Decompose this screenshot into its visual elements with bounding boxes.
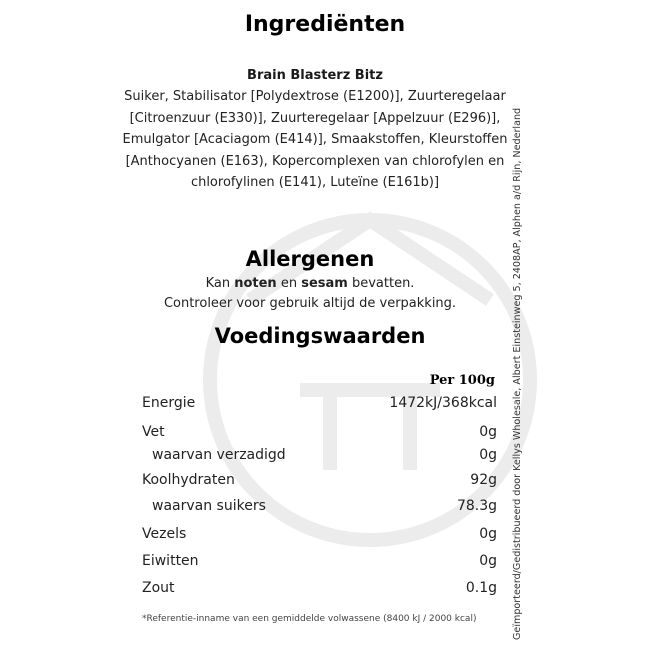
nutrition-label: waarvan suikers <box>152 498 266 514</box>
nutrition-label: Eiwitten <box>142 553 199 569</box>
nutrition-row-vezels <box>142 526 497 546</box>
nutrition-label: Vet <box>142 424 165 440</box>
nutrition-label: waarvan verzadigd <box>152 447 286 463</box>
ingredients-title: Ingrediënten <box>244 12 406 37</box>
nutrition-row-energie <box>142 395 497 415</box>
importer-address: Geïmporteerd/Gedistribueerd door Kellys Wholesale, Albert Einsteinweg 5, 2408AP, Alphen a/d Rijn, Nederland <box>512 107 523 640</box>
nutrition-row-verzadigd <box>142 447 497 467</box>
nutrition-row-eiwitten <box>142 553 497 573</box>
allergen-check-note: Controleer voor gebruik altijd de verpakking. <box>163 296 457 311</box>
allergen-prefix: Kan <box>205 276 235 291</box>
ingredients-text: Suiker, Stabilisator [Polydextrose (E1200)], Zuurteregelaar [Citroenzuur (E330)], Zuurteregelaar [Appelzuur (E296)], Emulgator [Acaciagom (E414)], Smaakstoffen, Kleurstoffen [Anthocyanen (E163), Kopercomplexen van chlorofylen en chlorofylinen (E141), Luteïne (E161b)] <box>122 89 508 190</box>
reference-intake-footnote: *Referentie-inname van een gemiddelde volwassene (8400 kJ / 2000 kcal) <box>142 614 477 624</box>
allergen-mid: en <box>276 276 302 291</box>
nutrition-label: Energie <box>142 395 196 411</box>
nutrition-row-zout <box>142 580 497 600</box>
nutrition-value: 78.3g <box>456 498 497 514</box>
nutrition-value: 1472kJ/368kcal <box>389 395 497 411</box>
nutrition-row-suikers <box>142 498 497 518</box>
nutrition-row-koolhydraten <box>142 472 497 492</box>
nutrition-value: 0.1g <box>465 580 497 596</box>
nutrition-value: 92g <box>470 472 497 488</box>
allergen-warning <box>0 276 620 291</box>
allergen-sesame: sesam <box>301 276 348 291</box>
per-100g-header: Per 100g <box>429 373 495 388</box>
nutrition-value: 0g <box>479 447 497 463</box>
nutrition-value: 0g <box>479 424 497 440</box>
nutrition-value: 0g <box>479 553 497 569</box>
allergen-suffix: bevatten. <box>347 276 415 291</box>
nutrition-label: Vezels <box>142 526 187 542</box>
nutrition-value: 0g <box>479 526 497 542</box>
allergen-nuts: noten <box>234 276 277 291</box>
nutrition-label: Koolhydraten <box>142 472 235 488</box>
nutrition-row-vet <box>142 424 497 444</box>
nutrition-title: Voedingswaarden <box>214 324 426 348</box>
allergens-title: Allergenen <box>245 247 375 271</box>
nutrition-label: Zout <box>142 580 175 596</box>
product-name: Brain Blasterz Bitz <box>247 68 383 83</box>
